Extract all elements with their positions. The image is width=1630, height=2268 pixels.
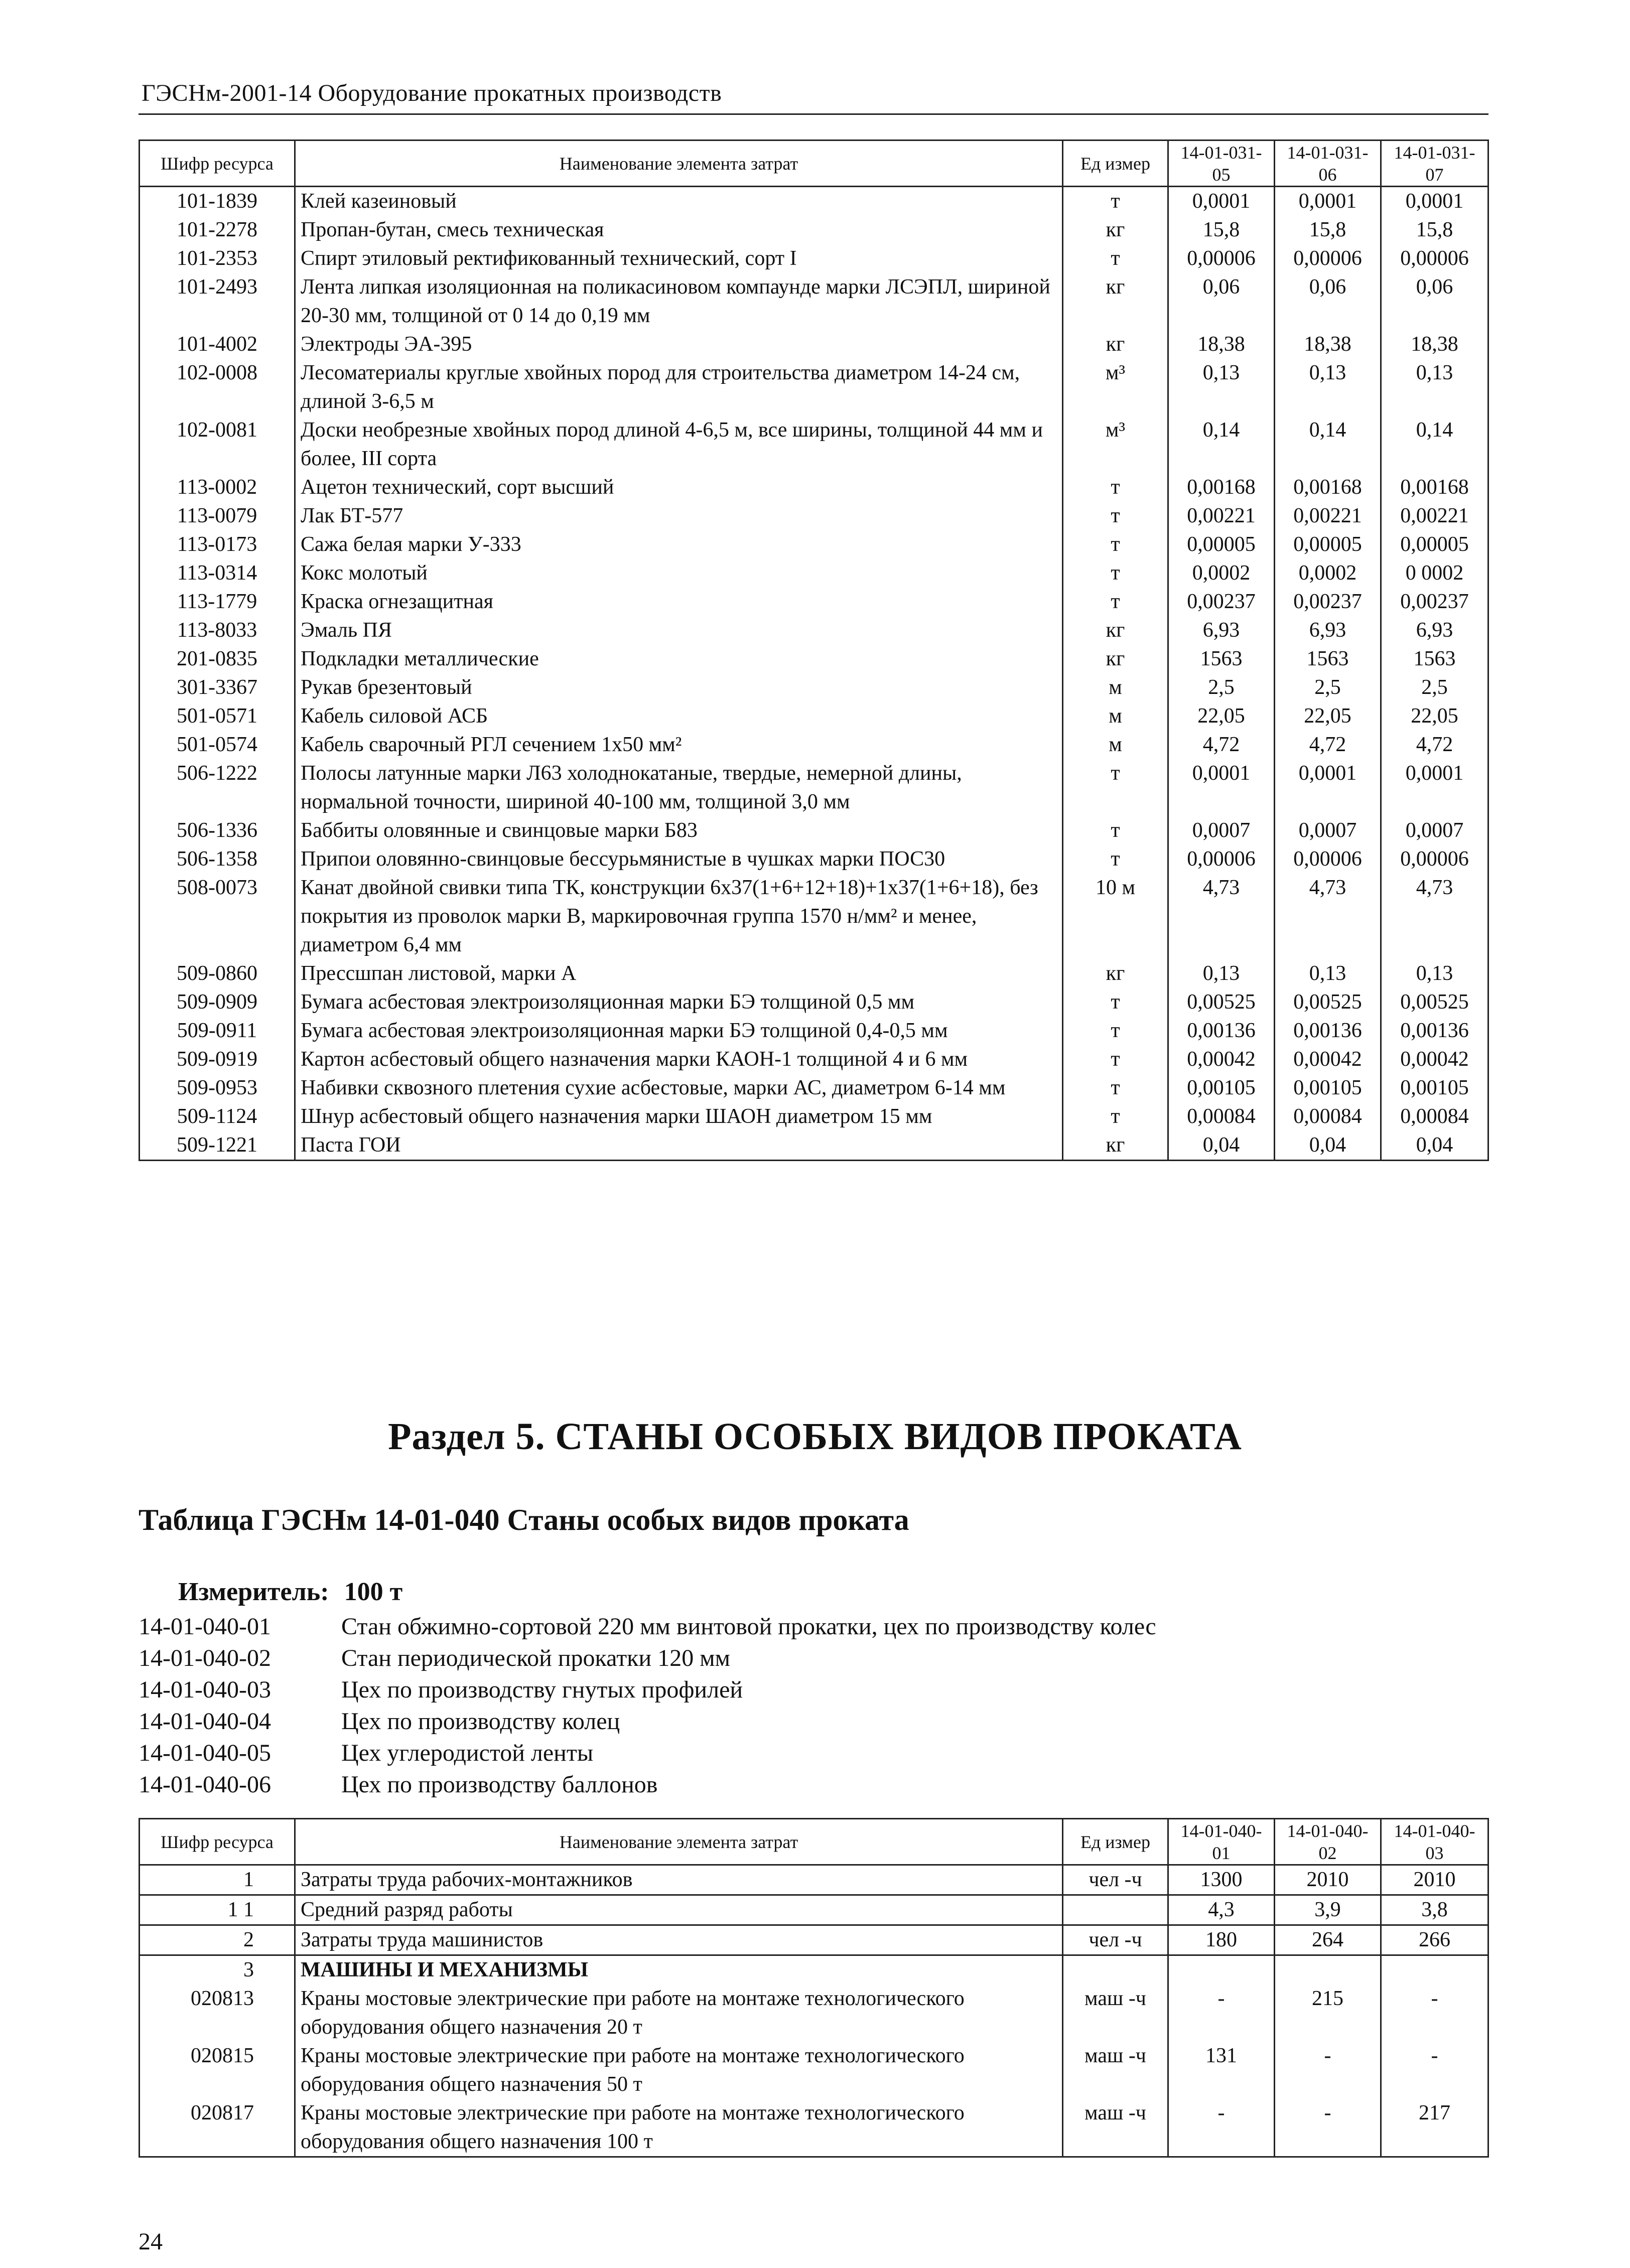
resource-value: 0,13 <box>1275 959 1381 988</box>
resource-unit: 10 м <box>1063 874 1168 959</box>
table-row <box>140 616 1488 645</box>
resource-value: 0,00042 <box>1275 1045 1381 1074</box>
table-row <box>140 187 1488 216</box>
resource-code: 501-0571 <box>140 702 295 731</box>
resource-code: 509-0909 <box>140 988 295 1017</box>
measure-label: Измеритель: <box>178 1578 329 1606</box>
variant-code: 14-01-040-01 <box>139 1613 271 1640</box>
resource-value: 2,5 <box>1275 673 1381 702</box>
table-row <box>140 273 1488 330</box>
resource-name: Затраты труда машинистов <box>295 1925 1063 1955</box>
resources-table-040 <box>139 1818 1489 2158</box>
resource-value <box>1275 1955 1381 1985</box>
resource-name: Подкладки металлические <box>295 645 1063 673</box>
resource-name: Бумага асбестовая электроизоляционная марки БЭ толщиной 0,5 мм <box>295 988 1063 1017</box>
resource-value: - <box>1381 2042 1488 2099</box>
resource-unit <box>1063 1955 1168 1985</box>
table-row <box>140 244 1488 273</box>
resource-value: 0,00237 <box>1275 588 1381 616</box>
col-header-variant: 14-01-031-06 <box>1275 140 1381 187</box>
resource-code: 509-1221 <box>140 1131 295 1161</box>
resource-unit: кг <box>1063 645 1168 673</box>
table-row <box>140 1865 1488 1895</box>
resource-value: 0,00105 <box>1275 1074 1381 1102</box>
page-number: 24 <box>139 2228 163 2255</box>
resource-value: - <box>1168 2099 1275 2157</box>
resource-value: 1563 <box>1381 645 1488 673</box>
table-row <box>140 959 1488 988</box>
resource-value: 0,13 <box>1275 359 1381 416</box>
col-header-unit: Ед измер <box>1063 1819 1168 1865</box>
table-row <box>140 1017 1488 1045</box>
resource-name: Доски необрезные хвойных пород длиной 4-6,5 м, все ширины, толщиной 44 мм и более, III сорта <box>295 416 1063 473</box>
resource-name: Сажа белая марки У-333 <box>295 530 1063 559</box>
resource-value: 0,13 <box>1381 959 1488 988</box>
resource-value: 0,0001 <box>1275 759 1381 816</box>
resource-name: Средний разряд работы <box>295 1895 1063 1925</box>
resource-unit: кг <box>1063 216 1168 244</box>
resource-value: 3,8 <box>1381 1895 1488 1925</box>
resource-unit: т <box>1063 845 1168 874</box>
resource-value: 0,0002 <box>1275 559 1381 588</box>
resource-name: Кабель сварочный РГЛ сечением 1х50 мм² <box>295 731 1063 759</box>
measure-value: 100 т <box>344 1578 403 1606</box>
resource-value: 6,93 <box>1275 616 1381 645</box>
resource-code: 506-1222 <box>140 759 295 816</box>
col-header-variant: 14-01-040-02 <box>1275 1819 1381 1865</box>
resource-value: 0,00005 <box>1275 530 1381 559</box>
resource-code: 101-2353 <box>140 244 295 273</box>
resource-value: 0,00084 <box>1168 1102 1275 1131</box>
variant-code: 14-01-040-03 <box>139 1676 271 1703</box>
resource-value: 1563 <box>1275 645 1381 673</box>
resource-name: Краны мостовые электрические при работе на монтаже технологического оборудования общего назначения 50 т <box>295 2042 1063 2099</box>
resource-name: Спирт этиловый ректификованный технический, сорт I <box>295 244 1063 273</box>
table-row <box>140 473 1488 502</box>
resource-code: 101-1839 <box>140 187 295 216</box>
resource-value: 4,3 <box>1168 1895 1275 1925</box>
resource-name: Прессшпан листовой, марки А <box>295 959 1063 988</box>
resource-name: Электроды ЭА-395 <box>295 330 1063 359</box>
resource-value: 0,00237 <box>1168 588 1275 616</box>
resource-value: 0,13 <box>1381 359 1488 416</box>
resource-value: 4,73 <box>1381 874 1488 959</box>
resource-unit: т <box>1063 473 1168 502</box>
variant-text: Цех по производству гнутых профилей <box>341 1676 743 1703</box>
resource-code: 509-1124 <box>140 1102 295 1131</box>
resource-unit: м <box>1063 673 1168 702</box>
resource-name: Бумага асбестовая электроизоляционная марки БЭ толщиной 0,4-0,5 мм <box>295 1017 1063 1045</box>
resource-code: 101-2278 <box>140 216 295 244</box>
resource-code: 2 <box>140 1925 295 1955</box>
resource-value: 0,00221 <box>1168 502 1275 530</box>
variant-item <box>139 1611 1156 1642</box>
resource-value: 215 <box>1275 1984 1381 2042</box>
resource-code: 509-0860 <box>140 959 295 988</box>
resource-value: 3,9 <box>1275 1895 1381 1925</box>
resource-code: 3 <box>140 1955 295 1985</box>
table-row <box>140 359 1488 416</box>
running-header: ГЭСНм-2001-14 Оборудование прокатных производств <box>142 80 722 106</box>
resource-value: 131 <box>1168 2042 1275 2099</box>
resource-unit: м³ <box>1063 416 1168 473</box>
resource-value: 22,05 <box>1168 702 1275 731</box>
resource-value: - <box>1168 1984 1275 2042</box>
table-body <box>140 1865 1488 2157</box>
resource-name: Краны мостовые электрические при работе на монтаже технологического оборудования общего назначения 20 т <box>295 1984 1063 2042</box>
resource-unit: т <box>1063 816 1168 845</box>
resource-value: 0,00006 <box>1168 244 1275 273</box>
resource-value: 0,06 <box>1168 273 1275 330</box>
resource-value: 0,00006 <box>1381 244 1488 273</box>
col-header-variant: 14-01-031-07 <box>1381 140 1488 187</box>
resource-value: 15,8 <box>1275 216 1381 244</box>
resource-unit: м <box>1063 702 1168 731</box>
resource-value: 0,00136 <box>1381 1017 1488 1045</box>
variant-text: Стан обжимно-сортовой 220 мм винтовой прокатки, цех по производству колес <box>341 1613 1156 1640</box>
resources-table-031 <box>139 139 1489 1161</box>
resource-name: Лесоматериалы круглые хвойных пород для строительства диаметром 14-24 см, длиной 3-6,5 м <box>295 359 1063 416</box>
resource-value: 4,72 <box>1381 731 1488 759</box>
resource-value: 0,00221 <box>1381 502 1488 530</box>
resource-name: Набивки сквозного плетения сухие асбестовые, марки АС, диаметром 6-14 мм <box>295 1074 1063 1102</box>
resource-value: 0,00042 <box>1168 1045 1275 1074</box>
variant-code: 14-01-040-05 <box>139 1740 271 1766</box>
resource-value: 6,93 <box>1168 616 1275 645</box>
resource-code: 020813 <box>140 1984 295 2042</box>
resource-value: 0,00005 <box>1168 530 1275 559</box>
resource-value: 0,0001 <box>1168 187 1275 216</box>
resource-name: Шнур асбестовый общего назначения марки ШАОН диаметром 15 мм <box>295 1102 1063 1131</box>
table-row <box>140 530 1488 559</box>
variant-item <box>139 1706 1156 1737</box>
resource-value: 0,14 <box>1168 416 1275 473</box>
resource-value: 0,0002 <box>1168 559 1275 588</box>
resource-value: 0,14 <box>1381 416 1488 473</box>
resource-name: Затраты труда рабочих-монтажников <box>295 1865 1063 1895</box>
resource-name: Лента липкая изоляционная на поликасиновом компаунде марки ЛСЭПЛ, шириной 20-30 мм, толщиной от 0 14 до 0,19 мм <box>295 273 1063 330</box>
resource-value: 1300 <box>1168 1865 1275 1895</box>
resource-value: 0,04 <box>1381 1131 1488 1161</box>
table-row <box>140 502 1488 530</box>
resource-code: 1 <box>140 1865 295 1895</box>
table-row <box>140 416 1488 473</box>
col-header-name: Наименование элемента затрат <box>295 1819 1063 1865</box>
table-row <box>140 1131 1488 1161</box>
resource-value: 0,00525 <box>1381 988 1488 1017</box>
resource-value: 0,00168 <box>1381 473 1488 502</box>
resource-value: 0,00136 <box>1275 1017 1381 1045</box>
resource-name: МАШИНЫ И МЕХАНИЗМЫ <box>295 1955 1063 1985</box>
resource-unit: т <box>1063 988 1168 1017</box>
table-row <box>140 731 1488 759</box>
col-header-unit: Ед измер <box>1063 140 1168 187</box>
col-header-variant: 14-01-040-01 <box>1168 1819 1275 1865</box>
resource-code: 113-0002 <box>140 473 295 502</box>
col-header-code: Шифр ресурса <box>140 1819 295 1865</box>
resource-unit: т <box>1063 1102 1168 1131</box>
resource-value: 0 0002 <box>1381 559 1488 588</box>
table-row <box>140 1045 1488 1074</box>
resource-code: 301-3367 <box>140 673 295 702</box>
resource-unit: т <box>1063 1074 1168 1102</box>
resource-code: 201-0835 <box>140 645 295 673</box>
resource-value: - <box>1275 2099 1381 2157</box>
resource-value: 0,00042 <box>1381 1045 1488 1074</box>
col-header-variant: 14-01-040-03 <box>1381 1819 1488 1865</box>
table-row <box>140 2042 1488 2099</box>
resource-value: 15,8 <box>1168 216 1275 244</box>
resource-value: 0,00006 <box>1168 845 1275 874</box>
resource-name: Рукав брезентовый <box>295 673 1063 702</box>
resource-unit <box>1063 1895 1168 1925</box>
table-row <box>140 673 1488 702</box>
resource-name: Ацетон технический, сорт высший <box>295 473 1063 502</box>
resource-name: Баббиты оловянные и свинцовые марки Б83 <box>295 816 1063 845</box>
resource-value: 0,0007 <box>1381 816 1488 845</box>
resource-value: 0,00525 <box>1275 988 1381 1017</box>
header-rule <box>139 113 1488 115</box>
resource-value: 6,93 <box>1381 616 1488 645</box>
resource-code: 113-0079 <box>140 502 295 530</box>
resource-value: 0,00221 <box>1275 502 1381 530</box>
resource-unit: маш -ч <box>1063 2042 1168 2099</box>
col-header-code: Шифр ресурса <box>140 140 295 187</box>
resource-value: 0,00105 <box>1381 1074 1488 1102</box>
resource-unit: кг <box>1063 959 1168 988</box>
variant-item <box>139 1674 1156 1706</box>
table-header-row <box>140 140 1488 187</box>
resource-value: 0,0001 <box>1381 187 1488 216</box>
resource-value: 4,73 <box>1168 874 1275 959</box>
resource-code: 501-0574 <box>140 731 295 759</box>
resource-name: Картон асбестовый общего назначения марки КАОН-1 толщиной 4 и 6 мм <box>295 1045 1063 1074</box>
resource-name: Кокс молотый <box>295 559 1063 588</box>
resource-value: 15,8 <box>1381 216 1488 244</box>
resource-unit: кг <box>1063 1131 1168 1161</box>
resource-unit: т <box>1063 588 1168 616</box>
table-row <box>140 759 1488 816</box>
resource-value: 0,13 <box>1168 959 1275 988</box>
resource-value: 180 <box>1168 1925 1275 1955</box>
table-row <box>140 1895 1488 1925</box>
resource-value: - <box>1275 2042 1381 2099</box>
table-row <box>140 702 1488 731</box>
resource-value: 2010 <box>1381 1865 1488 1895</box>
resource-value: 217 <box>1381 2099 1488 2157</box>
resource-value: 0,06 <box>1275 273 1381 330</box>
table-header-row <box>140 1819 1488 1865</box>
resource-code: 113-0173 <box>140 530 295 559</box>
resource-unit: т <box>1063 244 1168 273</box>
table-row <box>140 559 1488 588</box>
resource-value <box>1381 1955 1488 1985</box>
resource-value: 0,00525 <box>1168 988 1275 1017</box>
resource-code: 113-1779 <box>140 588 295 616</box>
resource-value: 0,00084 <box>1275 1102 1381 1131</box>
resource-value: 0,0001 <box>1275 187 1381 216</box>
resource-value: 266 <box>1381 1925 1488 1955</box>
table-row <box>140 874 1488 959</box>
variant-list <box>139 1611 1156 1800</box>
variant-text: Цех по производству колец <box>341 1708 620 1735</box>
resource-unit: т <box>1063 187 1168 216</box>
resource-value <box>1168 1955 1275 1985</box>
resource-value: 2010 <box>1275 1865 1381 1895</box>
resource-value: 0,00237 <box>1381 588 1488 616</box>
resource-value: 0,04 <box>1275 1131 1381 1161</box>
resource-code: 506-1336 <box>140 816 295 845</box>
variant-item <box>139 1642 1156 1674</box>
resource-code: 509-0953 <box>140 1074 295 1102</box>
resource-name: Клей казеиновый <box>295 187 1063 216</box>
resource-code: 101-4002 <box>140 330 295 359</box>
resource-name: Полосы латунные марки Л63 холоднокатаные, твердые, немерной длины, нормальной точности, шириной 40-100 мм, толщиной 3,0 мм <box>295 759 1063 816</box>
table-row <box>140 816 1488 845</box>
variant-code: 14-01-040-02 <box>139 1645 271 1671</box>
resource-value: 0,00006 <box>1275 845 1381 874</box>
resource-unit: кг <box>1063 616 1168 645</box>
table-row <box>140 216 1488 244</box>
resource-unit: т <box>1063 530 1168 559</box>
resource-unit: чел -ч <box>1063 1865 1168 1895</box>
resource-value: - <box>1381 1984 1488 2042</box>
resource-value: 0,06 <box>1381 273 1488 330</box>
resource-unit: кг <box>1063 273 1168 330</box>
resource-value: 0,00084 <box>1381 1102 1488 1131</box>
resource-value: 0,14 <box>1275 416 1381 473</box>
resource-code: 509-0911 <box>140 1017 295 1045</box>
col-header-variant: 14-01-031-05 <box>1168 140 1275 187</box>
resource-value: 0,00006 <box>1275 244 1381 273</box>
resource-value: 4,73 <box>1275 874 1381 959</box>
resource-value: 18,38 <box>1275 330 1381 359</box>
resource-value: 2,5 <box>1168 673 1275 702</box>
resource-code: 020817 <box>140 2099 295 2157</box>
variant-item <box>139 1769 1156 1800</box>
variant-text: Стан периодической прокатки 120 мм <box>341 1645 730 1671</box>
resource-value: 4,72 <box>1168 731 1275 759</box>
table-title: Таблица ГЭСНм 14-01-040 Станы особых видов проката <box>139 1503 909 1536</box>
resource-code: 113-0314 <box>140 559 295 588</box>
resource-value: 0,0007 <box>1275 816 1381 845</box>
resource-unit: т <box>1063 759 1168 816</box>
resource-name: Краска огнезащитная <box>295 588 1063 616</box>
resource-value: 2,5 <box>1381 673 1488 702</box>
resource-unit: т <box>1063 1045 1168 1074</box>
table-row <box>140 1074 1488 1102</box>
resource-code: 508-0073 <box>140 874 295 959</box>
variant-item <box>139 1737 1156 1769</box>
resource-name: Лак БТ-577 <box>295 502 1063 530</box>
resource-name: Припои оловянно-свинцовые бессурьмянистые в чушках марки ПОС30 <box>295 845 1063 874</box>
resource-value: 22,05 <box>1275 702 1381 731</box>
resource-value: 0,00005 <box>1381 530 1488 559</box>
resource-value: 0,0007 <box>1168 816 1275 845</box>
resource-value: 22,05 <box>1381 702 1488 731</box>
resource-code: 113-8033 <box>140 616 295 645</box>
table-row <box>140 1955 1488 1985</box>
resource-name: Эмаль ПЯ <box>295 616 1063 645</box>
resource-value: 0,13 <box>1168 359 1275 416</box>
resource-name: Кабель силовой АСБ <box>295 702 1063 731</box>
resource-unit: т <box>1063 559 1168 588</box>
resource-value: 264 <box>1275 1925 1381 1955</box>
resource-value: 0,0001 <box>1168 759 1275 816</box>
resource-name: Краны мостовые электрические при работе на монтаже технологического оборудования общего назначения 100 т <box>295 2099 1063 2157</box>
resource-code: 1 1 <box>140 1895 295 1925</box>
resource-code: 101-2493 <box>140 273 295 330</box>
section-title: Раздел 5. СТАНЫ ОСОБЫХ ВИДОВ ПРОКАТА <box>388 1415 1242 1458</box>
table-row <box>140 1102 1488 1131</box>
table-row <box>140 988 1488 1017</box>
table-row <box>140 588 1488 616</box>
resource-code: 506-1358 <box>140 845 295 874</box>
measure-line <box>178 1577 402 1607</box>
resource-unit: кг <box>1063 330 1168 359</box>
resource-unit: маш -ч <box>1063 1984 1168 2042</box>
resource-unit: маш -ч <box>1063 2099 1168 2157</box>
resource-value: 0,00168 <box>1275 473 1381 502</box>
table-row <box>140 1984 1488 2042</box>
variant-text: Цех по производству баллонов <box>341 1771 658 1798</box>
resource-code: 102-0008 <box>140 359 295 416</box>
resource-value: 0,00168 <box>1168 473 1275 502</box>
table-row <box>140 645 1488 673</box>
resource-value: 4,72 <box>1275 731 1381 759</box>
variant-code: 14-01-040-06 <box>139 1771 271 1798</box>
resource-value: 1563 <box>1168 645 1275 673</box>
resource-unit: т <box>1063 1017 1168 1045</box>
resource-code: 509-0919 <box>140 1045 295 1074</box>
resource-value: 0,00136 <box>1168 1017 1275 1045</box>
resource-code: 020815 <box>140 2042 295 2099</box>
resource-name: Паста ГОИ <box>295 1131 1063 1161</box>
table-row <box>140 2099 1488 2157</box>
resource-name: Пропан-бутан, смесь техническая <box>295 216 1063 244</box>
table-body <box>140 187 1488 1161</box>
resource-value: 18,38 <box>1168 330 1275 359</box>
table-row <box>140 845 1488 874</box>
resource-value: 0,00105 <box>1168 1074 1275 1102</box>
col-header-name: Наименование элемента затрат <box>295 140 1063 187</box>
resource-code: 102-0081 <box>140 416 295 473</box>
resource-unit: т <box>1063 502 1168 530</box>
variant-code: 14-01-040-04 <box>139 1708 271 1735</box>
resource-unit: м³ <box>1063 359 1168 416</box>
resource-value: 0,0001 <box>1381 759 1488 816</box>
resource-name: Канат двойной свивки типа ТК, конструкции 6х37(1+6+12+18)+1х37(1+6+18), без покрытия из проволок марки В, маркировочная группа 1570 н/мм² и менее, диаметром 6,4 мм <box>295 874 1063 959</box>
resource-unit: м <box>1063 731 1168 759</box>
table-row <box>140 1925 1488 1955</box>
resource-value: 0,04 <box>1168 1131 1275 1161</box>
variant-text: Цех углеродистой ленты <box>341 1740 594 1766</box>
resource-value: 0,00006 <box>1381 845 1488 874</box>
table-row <box>140 330 1488 359</box>
resource-unit: чел -ч <box>1063 1925 1168 1955</box>
resource-value: 18,38 <box>1381 330 1488 359</box>
